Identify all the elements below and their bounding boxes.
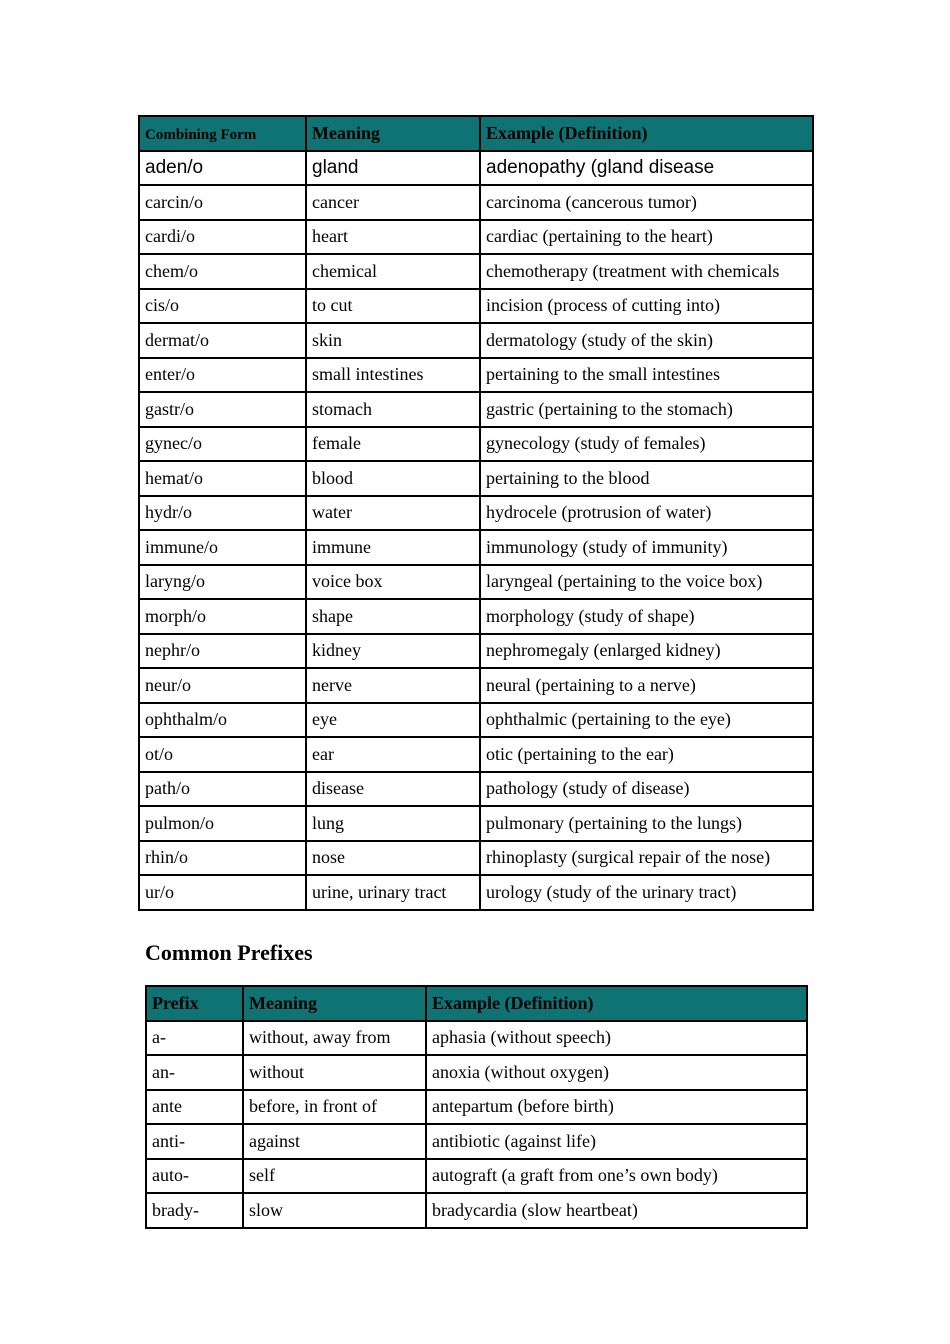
table-cell-example: dermatology (study of the skin) xyxy=(480,323,813,358)
table-cell-example: rhinoplasty (surgical repair of the nose) xyxy=(480,841,813,876)
table-cell-example: anoxia (without oxygen) xyxy=(426,1055,807,1090)
table-cell-term: dermat/o xyxy=(139,323,306,358)
table-cell-example: nephromegaly (enlarged kidney) xyxy=(480,634,813,669)
table-cell-meaning: to cut xyxy=(306,289,480,324)
table-row xyxy=(139,634,813,669)
table-cell-term: enter/o xyxy=(139,358,306,393)
table-cell-term: path/o xyxy=(139,772,306,807)
table-cell-meaning: stomach xyxy=(306,392,480,427)
column-header-prefix: Prefix xyxy=(146,986,243,1021)
table-cell-term: a- xyxy=(146,1021,243,1056)
table-row xyxy=(139,358,813,393)
table-cell-meaning: female xyxy=(306,427,480,462)
table-cell-term: carcin/o xyxy=(139,185,306,220)
table-cell-meaning: ear xyxy=(306,737,480,772)
table-row xyxy=(139,220,813,255)
table-cell-term: rhin/o xyxy=(139,841,306,876)
table-cell-meaning: shape xyxy=(306,599,480,634)
table-row xyxy=(139,427,813,462)
table-cell-example: immunology (study of immunity) xyxy=(480,530,813,565)
table-row xyxy=(139,772,813,807)
table-cell-term: an- xyxy=(146,1055,243,1090)
table-cell-meaning: disease xyxy=(306,772,480,807)
table-cell-example: pulmonary (pertaining to the lungs) xyxy=(480,806,813,841)
table-row xyxy=(139,185,813,220)
table-cell-meaning: urine, urinary tract xyxy=(306,875,480,910)
table-row xyxy=(139,254,813,289)
table-cell-example: bradycardia (slow heartbeat) xyxy=(426,1193,807,1228)
table-cell-meaning: eye xyxy=(306,703,480,738)
table-cell-meaning: before, in front of xyxy=(243,1090,426,1125)
table-row xyxy=(139,289,813,324)
table-cell-meaning: kidney xyxy=(306,634,480,669)
table-cell-term: aden/o xyxy=(139,151,306,186)
table-cell-term: auto- xyxy=(146,1159,243,1194)
table-cell-meaning: self xyxy=(243,1159,426,1194)
table-cell-term: cardi/o xyxy=(139,220,306,255)
table-cell-term: cis/o xyxy=(139,289,306,324)
table-cell-example: antepartum (before birth) xyxy=(426,1090,807,1125)
table-row xyxy=(146,1124,807,1159)
section-heading-common-prefixes: Common Prefixes xyxy=(145,940,313,965)
table-cell-meaning: blood xyxy=(306,461,480,496)
table-row xyxy=(139,530,813,565)
table-cell-example: pertaining to the small intestines xyxy=(480,358,813,393)
combining-forms-table xyxy=(138,115,814,911)
table-cell-term: gastr/o xyxy=(139,392,306,427)
table-cell-meaning: without, away from xyxy=(243,1021,426,1056)
table-cell-example: adenopathy (gland disease xyxy=(480,151,813,186)
table-cell-term: immune/o xyxy=(139,530,306,565)
table-row xyxy=(146,1090,807,1125)
table-row xyxy=(146,1193,807,1228)
column-header-combining-form: Combining Form xyxy=(139,116,306,151)
table-cell-meaning: skin xyxy=(306,323,480,358)
table-cell-meaning: gland xyxy=(306,151,480,186)
table-cell-term: anti- xyxy=(146,1124,243,1159)
table-cell-term: nephr/o xyxy=(139,634,306,669)
table-cell-term: ur/o xyxy=(139,875,306,910)
table-cell-example: ophthalmic (pertaining to the eye) xyxy=(480,703,813,738)
table-row xyxy=(146,1021,807,1056)
table-cell-example: neural (pertaining to a nerve) xyxy=(480,668,813,703)
table-cell-example: otic (pertaining to the ear) xyxy=(480,737,813,772)
table-row xyxy=(139,599,813,634)
table-header-row xyxy=(146,986,807,1021)
table-cell-example: carcinoma (cancerous tumor) xyxy=(480,185,813,220)
table-cell-example: chemotherapy (treatment with chemicals xyxy=(480,254,813,289)
column-header-meaning: Meaning xyxy=(243,986,426,1021)
table-row xyxy=(139,461,813,496)
table-cell-term: laryng/o xyxy=(139,565,306,600)
table-cell-example: pertaining to the blood xyxy=(480,461,813,496)
table-cell-term: brady- xyxy=(146,1193,243,1228)
column-header-example: Example (Definition) xyxy=(480,116,813,151)
table-cell-meaning: slow xyxy=(243,1193,426,1228)
column-header-example: Example (Definition) xyxy=(426,986,807,1021)
table-row xyxy=(146,1055,807,1090)
table-cell-example: aphasia (without speech) xyxy=(426,1021,807,1056)
table-cell-term: ophthalm/o xyxy=(139,703,306,738)
table-cell-meaning: cancer xyxy=(306,185,480,220)
table-cell-term: neur/o xyxy=(139,668,306,703)
table-cell-example: morphology (study of shape) xyxy=(480,599,813,634)
table-cell-example: incision (process of cutting into) xyxy=(480,289,813,324)
table-cell-term: morph/o xyxy=(139,599,306,634)
table-row xyxy=(139,565,813,600)
table-cell-example: urology (study of the urinary tract) xyxy=(480,875,813,910)
table-cell-meaning: heart xyxy=(306,220,480,255)
table-cell-example: laryngeal (pertaining to the voice box) xyxy=(480,565,813,600)
table-row xyxy=(139,392,813,427)
table-row xyxy=(146,1159,807,1194)
table-row xyxy=(139,875,813,910)
table-row xyxy=(139,323,813,358)
table-cell-example: gastric (pertaining to the stomach) xyxy=(480,392,813,427)
table-cell-term: hydr/o xyxy=(139,496,306,531)
table-cell-example: autograft (a graft from one’s own body) xyxy=(426,1159,807,1194)
table-cell-term: chem/o xyxy=(139,254,306,289)
table-cell-term: hemat/o xyxy=(139,461,306,496)
table-cell-term: pulmon/o xyxy=(139,806,306,841)
table-cell-example: gynecology (study of females) xyxy=(480,427,813,462)
table-cell-example: antibiotic (against life) xyxy=(426,1124,807,1159)
table-row xyxy=(139,668,813,703)
table-cell-example: pathology (study of disease) xyxy=(480,772,813,807)
table-row xyxy=(139,841,813,876)
table-cell-meaning: water xyxy=(306,496,480,531)
table-cell-meaning: lung xyxy=(306,806,480,841)
column-header-meaning: Meaning xyxy=(306,116,480,151)
table-cell-meaning: chemical xyxy=(306,254,480,289)
table-cell-meaning: voice box xyxy=(306,565,480,600)
table-cell-meaning: small intestines xyxy=(306,358,480,393)
table-cell-meaning: immune xyxy=(306,530,480,565)
table-cell-example: cardiac (pertaining to the heart) xyxy=(480,220,813,255)
table-cell-meaning: nose xyxy=(306,841,480,876)
table-cell-meaning: against xyxy=(243,1124,426,1159)
table-row xyxy=(139,806,813,841)
table-cell-example: hydrocele (protrusion of water) xyxy=(480,496,813,531)
table-row xyxy=(139,496,813,531)
table-cell-term: ot/o xyxy=(139,737,306,772)
table-cell-term: gynec/o xyxy=(139,427,306,462)
table-row xyxy=(139,737,813,772)
prefixes-table xyxy=(145,985,808,1229)
table-header-row xyxy=(139,116,813,151)
table-cell-meaning: nerve xyxy=(306,668,480,703)
table-row xyxy=(139,151,813,186)
table-row xyxy=(139,703,813,738)
table-cell-meaning: without xyxy=(243,1055,426,1090)
table-cell-term: ante xyxy=(146,1090,243,1125)
